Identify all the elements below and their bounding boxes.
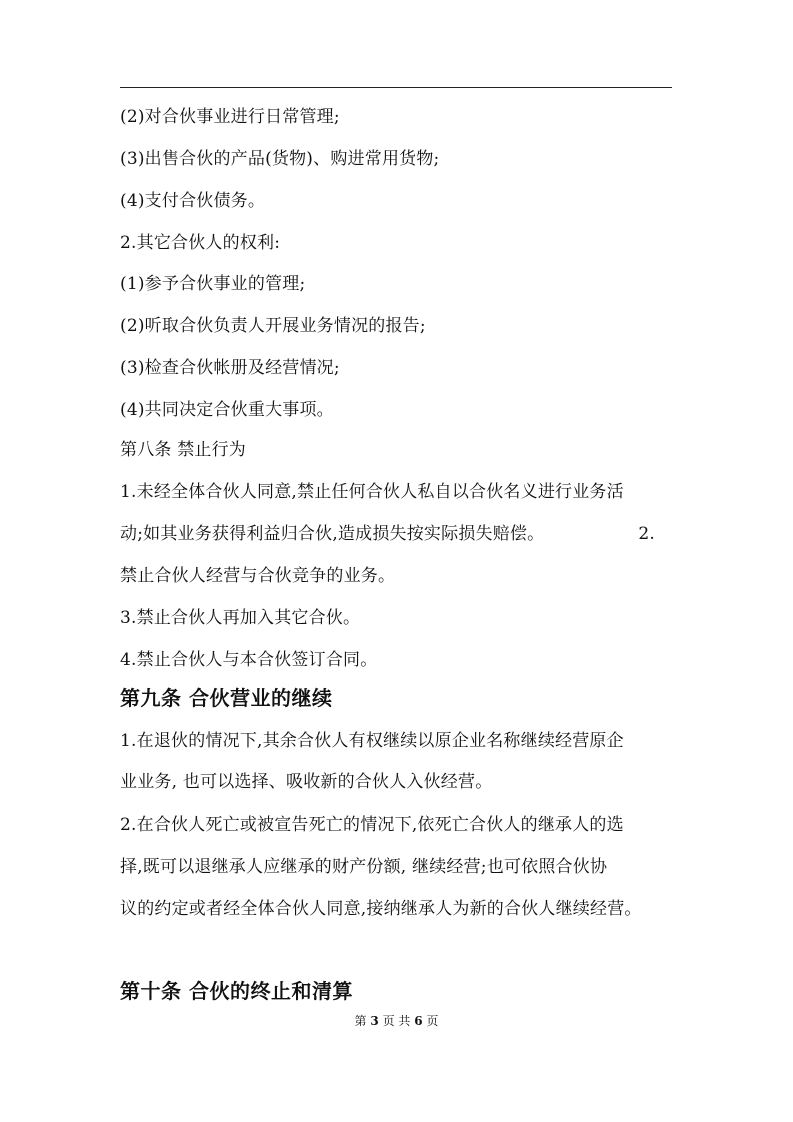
text-line: 2.在合伙人死亡或被宣告死亡的情况下,依死亡合伙人的继承人的选 <box>120 815 624 835</box>
current-page-number: 3 <box>370 1014 379 1028</box>
text-fragment: 2. <box>638 524 655 544</box>
page-footer <box>0 1013 793 1029</box>
text-line: 1.在退伙的情况下,其余合伙人有权继续以原企业名称继续经营原企 <box>120 731 624 751</box>
section-heading: 第十条 合伙的终止和清算 <box>120 979 353 1003</box>
text-line: (2)听取合伙负责人开展业务情况的报告; <box>120 316 426 336</box>
text-line: (1)参予合伙事业的管理; <box>120 274 306 294</box>
footer-text: 第 <box>354 1014 367 1028</box>
text-line: 2.其它合伙人的权利: <box>120 233 281 253</box>
footer-text: 页 <box>426 1014 439 1028</box>
text-line: 3.禁止合伙人再加入其它合伙。 <box>120 608 361 628</box>
text-fragment: 动;如其业务获得利益归合伙,造成损失按实际损失赔偿。 <box>120 524 545 544</box>
text-line: 4.禁止合伙人与本合伙签订合同。 <box>120 650 378 670</box>
text-line: 禁止合伙人经营与合伙竞争的业务。 <box>120 566 396 586</box>
text-line: (2)对合伙事业进行日常管理; <box>120 107 340 127</box>
text-line: 1.未经全体合伙人同意,禁止任何合伙人私自以合伙名义进行业务活 <box>120 482 624 502</box>
text-line: (3)检查合伙帐册及经营情况; <box>120 358 340 378</box>
text-line: (4)共同决定合伙重大事项。 <box>120 400 334 420</box>
section-heading: 第九条 合伙营业的继续 <box>120 686 333 710</box>
text-line <box>120 522 655 546</box>
text-line: 议的约定或者经全体合伙人同意,接纳继承人为新的合伙人继续经营。 <box>120 899 642 919</box>
header-rule <box>120 87 672 88</box>
total-page-number: 6 <box>414 1014 423 1028</box>
text-line: 择,既可以退继承人应继承的财产份额, 继续经营;也可依照合伙协 <box>120 857 608 877</box>
text-line: 业业务, 也可以选择、吸收新的合伙人入伙经营。 <box>120 772 493 792</box>
footer-text: 页 共 <box>382 1014 411 1028</box>
text-line: (4)支付合伙债务。 <box>120 191 266 211</box>
section-title: 第八条 禁止行为 <box>120 440 247 460</box>
text-line: (3)出售合伙的产品(货物)、购进常用货物; <box>120 149 440 169</box>
